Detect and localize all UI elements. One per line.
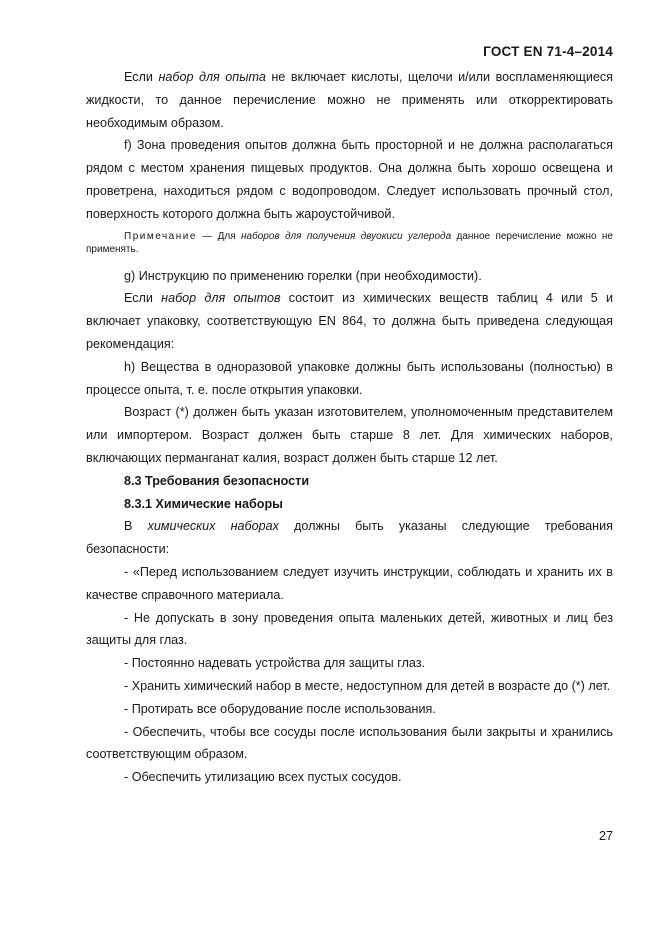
text-span: должны быть указаны следующие требования безопасности: bbox=[86, 519, 613, 557]
page-body bbox=[86, 66, 613, 789]
note-label: Примечание bbox=[124, 230, 197, 242]
list-item: - «Перед использованием следует изучить инструкции, соблюдать и хранить их в качестве справочного материала. bbox=[86, 564, 613, 602]
text-span: В bbox=[124, 519, 148, 534]
text-span: — Для bbox=[196, 230, 242, 242]
note bbox=[86, 230, 613, 257]
list-item: - Обеспечить, чтобы все сосуды после использования были закрыты и хранились соответствующим образом. bbox=[86, 724, 613, 762]
text-span: Если bbox=[124, 70, 159, 84]
list-item: - Постоянно надевать устройства для защиты глаз. bbox=[124, 656, 426, 671]
paragraph bbox=[86, 66, 613, 134]
document-code-header: ГОСТ EN 71-4–2014 bbox=[483, 44, 613, 59]
text-span: не включает кислоты, щелочи и/или воспламеняющиеся жидкости, то данное перечисление можно не применять или откорректировать необходимым образом. bbox=[86, 70, 613, 130]
paragraph-f: f) Зона проведения опытов должна быть просторной и не должна располагаться рядом с местом хранения пищевых продуктов. Она должна быть хорошо освещена и проветрена, находиться рядом с водопроводом. Следует использовать прочный стол, поверхность которого должна быть жароустойчивой. bbox=[86, 138, 613, 221]
paragraph-age: Возраст (*) должен быть указан изготовителем, уполномоченным представителем или импортером. Возраст должен быть старше 8 лет. Для химических наборов, включающих перманганат калия, возраст должен быть старше 12 лет. bbox=[86, 405, 613, 465]
list-item: - Не допускать в зону проведения опыта маленьких детей, животных и лиц без защиты для глаз. bbox=[86, 610, 613, 648]
list-item: - Обеспечить утилизацию всех пустых сосудов. bbox=[124, 770, 402, 785]
italic-term: наборов для получения двуокиси углерода bbox=[241, 230, 452, 242]
text-span: состоит из химических веществ таблиц 4 или 5 и включает упаковку, соответствующую EN 864, то должна быть приведена следующая рекомендация: bbox=[86, 291, 613, 351]
paragraph-h: h) Вещества в одноразовой упаковке должны быть использованы (полностью) в процессе опыта, т. е. после открытия упаковки. bbox=[86, 359, 613, 397]
text-span: данное перечисление можно не применять. bbox=[86, 230, 613, 256]
italic-term: набор для опытов bbox=[161, 291, 281, 306]
subsection-heading: 8.3.1 Химические наборы bbox=[124, 496, 283, 511]
section-heading: 8.3 Требования безопасности bbox=[124, 473, 310, 488]
page-number: 27 bbox=[598, 829, 613, 843]
list-item: - Протирать все оборудование после использования. bbox=[124, 701, 436, 716]
list-item: - Хранить химический набор в месте, недоступном для детей в возрасте до (*) лет. bbox=[124, 678, 611, 693]
paragraph bbox=[86, 287, 613, 355]
italic-term: химических наборах bbox=[147, 519, 279, 534]
paragraph-g: g) Инструкцию по применению горелки (при необходимости). bbox=[124, 268, 482, 283]
italic-term: набор для опыта bbox=[158, 70, 266, 84]
text-span: Если bbox=[124, 291, 162, 306]
paragraph bbox=[86, 515, 613, 561]
